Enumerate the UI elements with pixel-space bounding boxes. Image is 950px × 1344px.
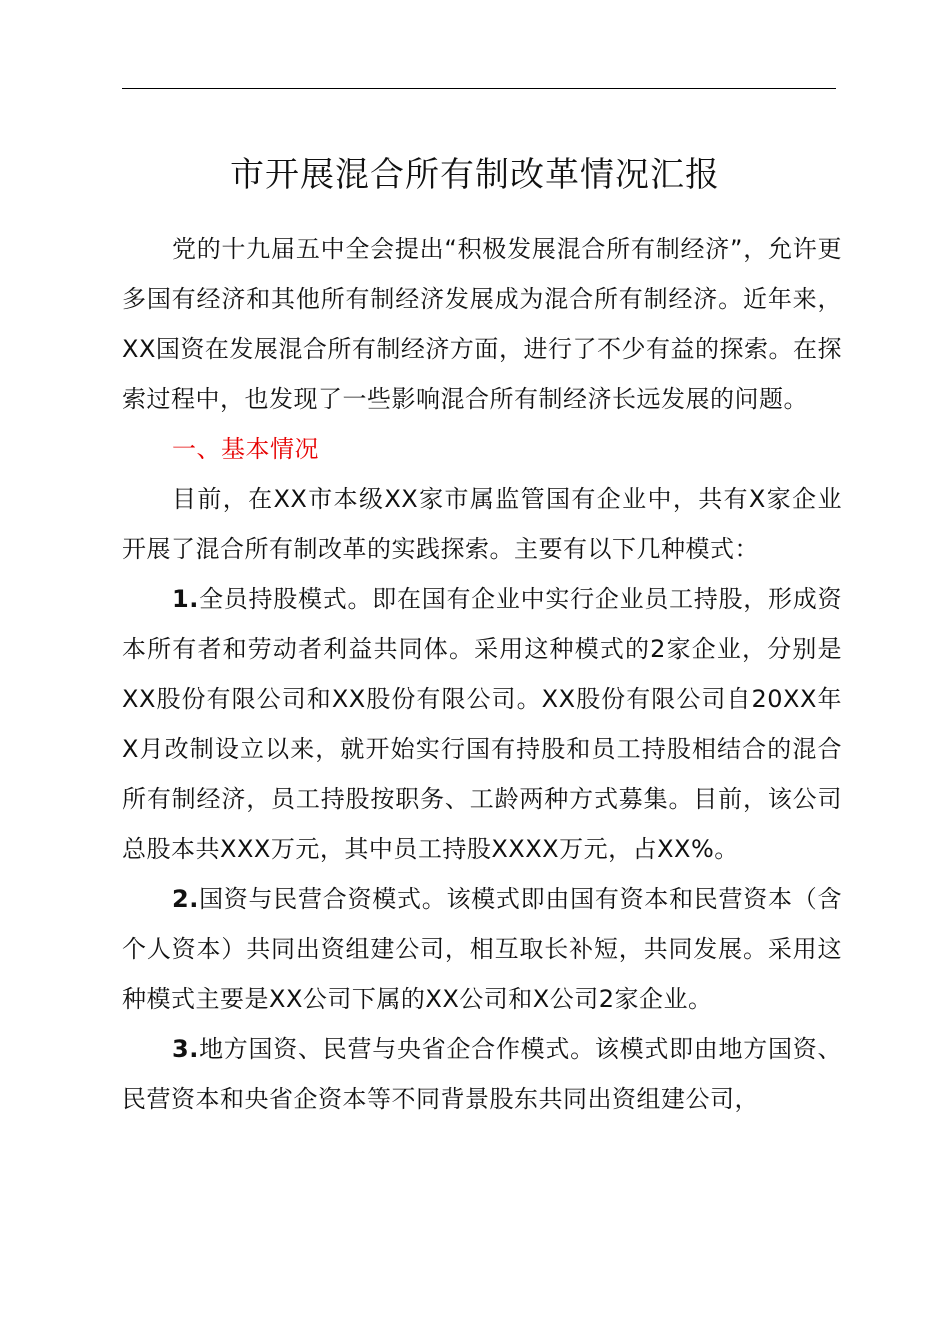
list-item-number: 2. xyxy=(172,885,199,913)
list-item-3 xyxy=(122,1024,842,1124)
header-rule xyxy=(122,88,836,89)
list-item-number: 3. xyxy=(172,1035,199,1063)
list-item-number: 1. xyxy=(172,585,199,613)
intro-paragraph: 党的十九届五中全会提出“积极发展混合所有制经济”，允许更多国有经济和其他所有制经济发展成为混合所有制经济。近年来，XX国资在发展混合所有制经济方面，进行了不少有益的探索。在探索过程中，也发现了一些影响混合所有制经济长远发展的问题。 xyxy=(122,235,842,413)
section-heading-basic-situation: 一、基本情况 xyxy=(172,435,319,463)
document-title: 市开展混合所有制改革情况汇报 xyxy=(230,155,720,195)
document-body xyxy=(122,224,842,1124)
list-item-2 xyxy=(122,874,842,1024)
list-item-1 xyxy=(122,574,842,874)
list-item-text: 地方国资、民营与央省企合作模式。该模式即由地方国资、民营资本和央省企资本等不同背景股东共同出资组建公司， xyxy=(122,1035,842,1113)
section1-paragraph: 目前，在XX市本级XX家市属监管国有企业中，共有X家企业开展了混合所有制改革的实践探索。主要有以下几种模式： xyxy=(122,485,842,563)
list-item-text: 全员持股模式。即在国有企业中实行企业员工持股，形成资本所有者和劳动者利益共同体。采用这种模式的2家企业，分别是XX股份有限公司和XX股份有限公司。XX股份有限公司自20XX年X月改制设立以来，就开始实行国有持股和员工持股相结合的混合所有制经济，员工持股按职务、工龄两种方式募集。目前，该公司总股本共XXX万元，其中员工持股XXXX万元，占XX%。 xyxy=(122,585,842,863)
list-item-text: 国资与民营合资模式。该模式即由国有资本和民营资本（含个人资本）共同出资组建公司，相互取长补短，共同发展。采用这种模式主要是XX公司下属的XX公司和X公司2家企业。 xyxy=(122,885,842,1013)
